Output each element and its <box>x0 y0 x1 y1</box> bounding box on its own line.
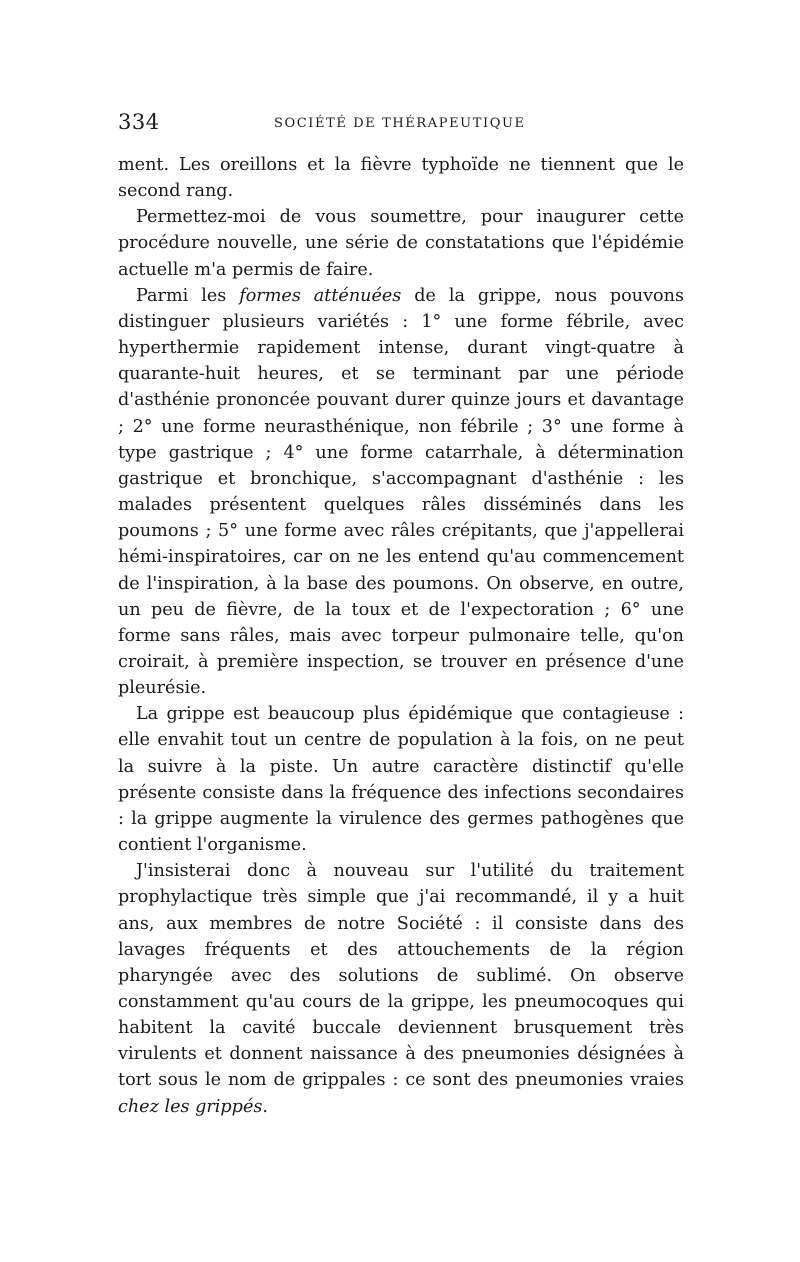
paragraph-text: J'insisterai donc à nouveau sur l'utilité du traitement prophylactique très simple que j'ai recommandé, il y a huit ans, aux membres de notre Société : il consiste dans des lavages fréquents et des attouchements de la région pharyngée avec des solutions de sublimé. On observe constamment qu'au cours de la grippe, les pneumocoques qui habitent la cavité buccale deviennent brusquement très virulents et donnent naissance à des pneumonies désignées à tort sous le nom de grippales : ce sont des pneumonies vraies <box>118 861 684 1091</box>
emphasis-text: chez les grippés <box>118 1096 263 1117</box>
page-number: 334 <box>118 110 160 134</box>
paragraph <box>118 858 684 1120</box>
paragraph-continuation: ment. Les oreillons et la fièvre typhoïde ne tiennent que le second rang. <box>118 155 684 202</box>
running-head <box>118 110 684 140</box>
header-title: SOCIÉTÉ DE THÉRAPEUTIQUE <box>274 116 526 131</box>
paragraph-text: Parmi les <box>136 285 240 306</box>
paragraph-text: . <box>262 1096 268 1117</box>
paragraph <box>118 283 684 702</box>
emphasis-text: formes atténuées <box>239 285 402 306</box>
paragraph-text: de la grippe, nous pouvons distinguer plusieurs variétés : 1° une forme fébrile, avec hyperthermie rapidement intense, durant vingt-quatre à quarante-huit heures, et se terminant par une période d'asthénie prononcée pouvant durer quinze jours et davantage ; 2° une forme neurasthénique, non fébrile ; 3° une forme à type gastrique ; 4° une forme catarrhale, à détermination gastrique et bronchique, s'accompagnant d'asthénie : les malades présentent quelques râles disséminés dans les poumons ; 5° une forme avec râles crépitants, que j'appellerai hémi-inspiratoires, car on ne les entend qu'au commencement de l'inspiration, à la base des poumons. On observe, en outre, un peu de fièvre, de la toux et de l'expectoration ; 6° une forme sans râles, mais avec torpeur pulmonaire telle, qu'on croirait, à première inspection, se trouver en présence d'une pleurésie. <box>118 285 684 699</box>
book-page <box>118 110 684 1120</box>
text-body <box>118 152 684 1120</box>
paragraph: Permettez-moi de vous soumettre, pour inaugurer cette procédure nouvelle, une série de constatations que l'épidémie actuelle m'a permis de faire. <box>118 207 684 280</box>
paragraph: La grippe est beaucoup plus épidémique que contagieuse : elle envahit tout un centre de population à la fois, on ne peut la suivre à la piste. Un autre caractère distinctif qu'elle présente consiste dans la fréquence des infections secondaires : la grippe augmente la virulence des germes pathogènes que contient l'organisme. <box>118 704 684 856</box>
